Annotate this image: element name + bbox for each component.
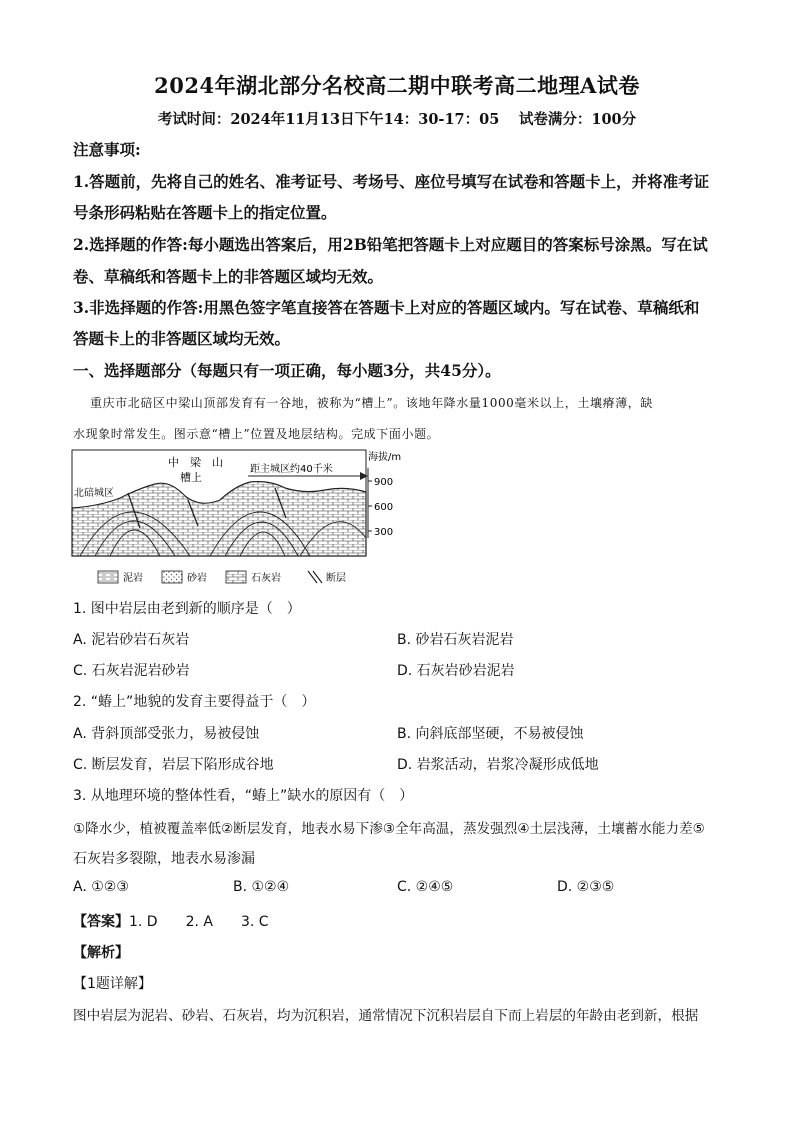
mountain-label: 中 梁 山 [168,456,223,469]
option-d: D. 石灰岩砂岩泥岩 [397,663,515,679]
legend-label: 石灰岩 [251,573,281,584]
option-b: B. ①②④ [233,879,290,895]
option-b: B. 砂岩石灰岩泥岩 [397,632,514,648]
option-c: C. 石灰岩泥岩砂岩 [73,663,190,679]
option-a: A. ①②③ [73,879,129,895]
section-heading: 一、选择题部分（每题只有一项正确，每小题3分，共45分）。 [73,361,501,380]
legend-label: 砂岩 [187,573,207,584]
legend-label: 断层 [326,573,346,584]
figure-legend [98,571,346,584]
legend-label: 泥岩 [123,573,143,584]
geologic-cross-section-figure [70,448,410,593]
notice-line: 3.非选择题的作答:用黑色签字笔直接答在答题卡上对应的答题区域内。写在试卷、草稿纸和 [73,298,700,317]
axis-tick: 900 [374,477,394,488]
option-c: C. ②④⑤ [397,879,454,895]
sandstone-pattern-icon [162,571,182,583]
option-a: A. 背斜顶部受张力，易被侵蚀 [73,726,260,742]
caoshang-label: 槽上 [180,471,202,484]
notice-line: 2.选择题的作答:每小题选出答案后，用2B铅笔把答题卡上对应题目的答案标号涂黑。写在试 [73,235,708,254]
mudstone-pattern-icon [98,571,118,583]
fault-pattern-icon [308,571,322,583]
axis-tick: 600 [374,502,394,513]
answer-line [73,911,269,931]
exam-title: 2024年湖北部分名校高二期中联考高二地理A试卷 [154,73,640,98]
option-b: B. 向斜底部坚硬，不易被侵蚀 [397,726,584,742]
limestone-pattern-icon [226,571,246,583]
distance-label: 距主城区约40千米 [250,464,333,475]
notice-heading: 注意事项: [73,140,141,159]
option-a: A. 泥岩砂岩石灰岩 [73,632,190,648]
question-stem: 3. 从地理环境的整体性看，“蝽上”缺水的原因有（ ） [73,788,414,804]
answer-values: 1. D 2. A 3. C [129,914,269,930]
axis-label: 海拔/m [368,452,402,463]
notice-line: 答题卡上的非答题区域均无效。 [73,329,291,348]
analysis-line [73,942,129,962]
district-label: 北碚城区 [74,488,114,499]
axis-tick: 300 [374,527,394,538]
notice-line: 号条形码粘贴在答题卡上的指定位置。 [73,203,337,222]
answer-tag: 【答案】 [73,914,129,930]
analysis-tag: 【解析】 [73,945,129,961]
notice-line: 1.答题前，先将自己的姓名、准考证号、考场号、座位号填写在试卷和答题卡上，并将准考证 [73,172,710,191]
question-body: 石灰岩多裂隙，地表水易渗漏 [73,851,255,867]
notice-line: 卷、草稿纸和答题卡上的非答题区域均无效。 [73,267,384,286]
option-d: D. ②③⑤ [557,879,615,895]
question-body: ①降水少，植被覆盖率低②断层发育，地表水易下渗③全年高温，蒸发强烈④土层浅薄，土壤蓄水能力差⑤ [73,821,705,837]
question-stem: 1. 图中岩层由老到新的顺序是（ ） [73,601,301,617]
exam-subtitle: 考试时间：2024年11月13日下午14：30-17：05 试卷满分：100分 [157,111,637,128]
option-d: D. 岩浆活动，岩浆冷凝形成低地 [397,757,599,773]
intro-line: 重庆市北碚区中梁山顶部发育有一谷地，被称为“槽上”。该地年降水量1000毫米以上，土壤瘠薄，缺 [90,396,654,410]
analysis-text: 图中岩层为泥岩、砂岩、石灰岩，均为沉积岩，通常情况下沉积岩层自下而上岩层的年龄由老到新，根据 [73,1008,699,1024]
question-stem: 2. “蝽上”地貌的发育主要得益于（ ） [73,694,316,710]
option-c: C. 断层发育，岩层下陷形成谷地 [73,757,274,773]
intro-line: 水现象时常发生。图示意“槽上”位置及地层结构。完成下面小题。 [73,427,440,441]
analysis-subheading: 【1题详解】 [73,976,152,992]
